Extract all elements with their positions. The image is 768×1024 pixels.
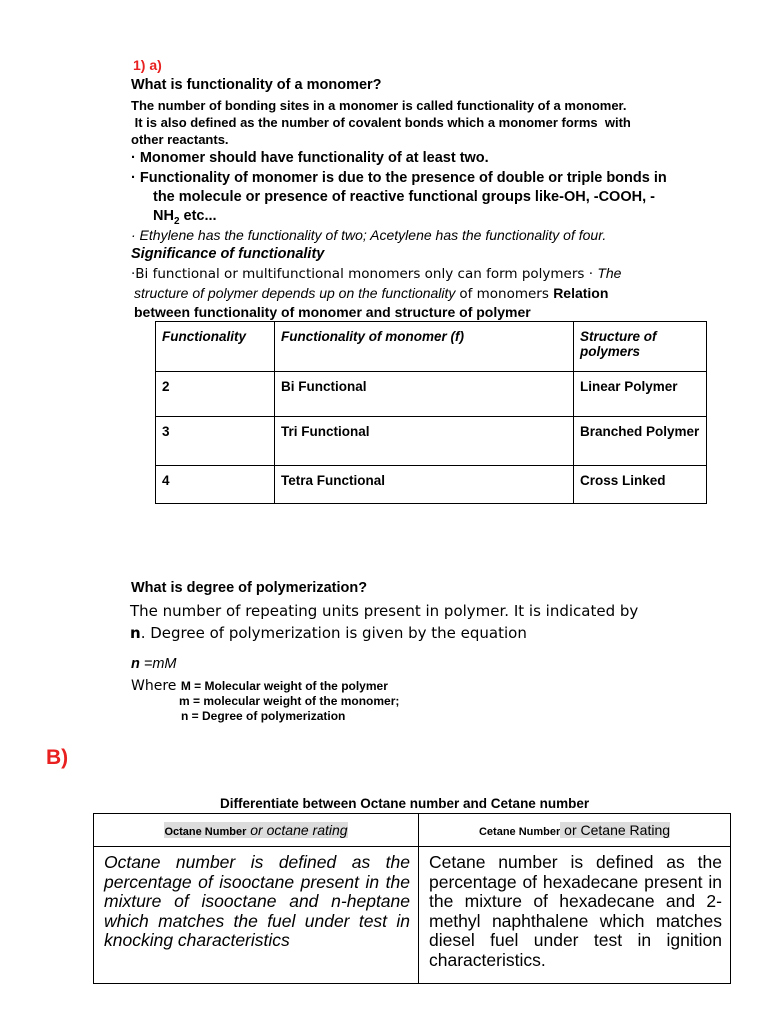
where-label: Where <box>131 678 181 694</box>
significance-title: Significance of functionality <box>131 246 325 262</box>
cetane-header-rest: or Cetane Rating <box>560 822 671 838</box>
cell-monomer-type: Tri Functional <box>275 417 574 466</box>
dp-title: What is degree of polymerization? <box>131 580 368 596</box>
table-header-row <box>94 814 731 847</box>
definition-line-3: other reactants. <box>131 132 229 147</box>
section-b-label: B) <box>46 746 69 769</box>
octane-cetane-table <box>93 813 731 984</box>
where-def-3: n = Degree of polymerization <box>181 709 346 723</box>
q1-title: What is functionality of a monomer? <box>131 77 382 93</box>
etc-text: etc... <box>179 208 217 224</box>
sig-text-2c: Relation <box>553 285 609 301</box>
octane-header <box>94 814 419 847</box>
sig-text-2b: of monomers <box>459 286 554 302</box>
sig-text-1b: The <box>597 265 622 281</box>
ethylene-note: · Ethylene has the functionality of two; Acetylene has the functionality of four. <box>131 227 607 243</box>
table-row <box>94 847 731 984</box>
nh-text: NH <box>153 208 174 224</box>
sig-text-2a: structure of polymer depends up on the functionality <box>134 285 460 301</box>
header-functionality: Functionality <box>156 322 275 372</box>
octane-header-bold: Octane Number <box>164 826 247 838</box>
cell-monomer-type: Bi Functional <box>275 372 574 417</box>
cetane-header <box>419 814 731 847</box>
question-number: 1) a) <box>133 57 162 73</box>
eq-n: n <box>131 656 140 672</box>
dp-n-symbol: n <box>130 624 141 642</box>
significance-line-1 <box>131 265 621 282</box>
cetane-definition: Cetane number is defined as the percentage of hexadecane present in the mixture of hexadecane and 2-methyl naphthalene which matches diesel fuel under test in ignition characteristics. <box>419 847 731 984</box>
cell-functionality: 2 <box>156 372 275 417</box>
functionality-table <box>155 321 707 504</box>
table-row <box>156 466 707 504</box>
table-header-row <box>156 322 707 372</box>
header-structure-of-polymers: Structure of polymers <box>574 322 707 372</box>
cell-structure: Branched Polymer <box>574 417 707 466</box>
section-b-title: Differentiate between Octane number and Cetane number <box>220 796 590 811</box>
cell-functionality: 3 <box>156 417 275 466</box>
definition-line-1: The number of bonding sites in a monomer is called functionality of a monomer. <box>131 98 627 113</box>
header-functionality-of-monomer: Functionality of monomer (f) <box>275 322 574 372</box>
eq-rest: =mM <box>139 656 177 672</box>
subscript-2: 2 <box>173 215 180 227</box>
bullet-2-line-2: the molecule or presence of reactive functional groups like-OH, -COOH, - <box>153 189 655 205</box>
significance-line-2 <box>134 285 608 302</box>
cetane-header-bold: Cetane Number <box>478 826 561 838</box>
table-row <box>156 372 707 417</box>
cell-structure: Cross Linked <box>574 466 707 504</box>
bullet-1: · Monomer should have functionality of at least two. <box>131 150 489 166</box>
dp-text-line-1: The number of repeating units present in polymer. It is indicated by <box>130 602 639 620</box>
dp-text-line-2 <box>130 624 527 642</box>
sig-text-1a: ·Bi functional or multifunctional monomers only can form polymers · <box>131 266 598 282</box>
cell-monomer-type: Tetra Functional <box>275 466 574 504</box>
octane-header-text <box>164 822 347 838</box>
relation-title: between functionality of monomer and structure of polymer <box>134 304 531 320</box>
bullet-2-line-3 <box>153 208 217 227</box>
dp-text-2: . Degree of polymerization is given by the equation <box>140 624 527 642</box>
table-row <box>156 417 707 466</box>
where-def-2: m = molecular weight of the monomer; <box>179 694 400 708</box>
bullet-2-line-1: · Functionality of monomer is due to the presence of double or triple bonds in <box>131 170 667 186</box>
cell-structure: Linear Polymer <box>574 372 707 417</box>
where-line <box>131 677 388 694</box>
octane-definition: Octane number is defined as the percentage of isooctane present in the mixture of isooctane and n-heptane which matches the fuel under test in knocking characteristics <box>94 847 419 984</box>
octane-header-rest: or octane rating <box>246 822 348 838</box>
cell-functionality: 4 <box>156 466 275 504</box>
dp-equation <box>131 656 177 672</box>
definition-line-2: It is also defined as the number of covalent bonds which a monomer forms with <box>131 115 631 130</box>
where-def-1: M = Molecular weight of the polymer <box>180 679 388 693</box>
